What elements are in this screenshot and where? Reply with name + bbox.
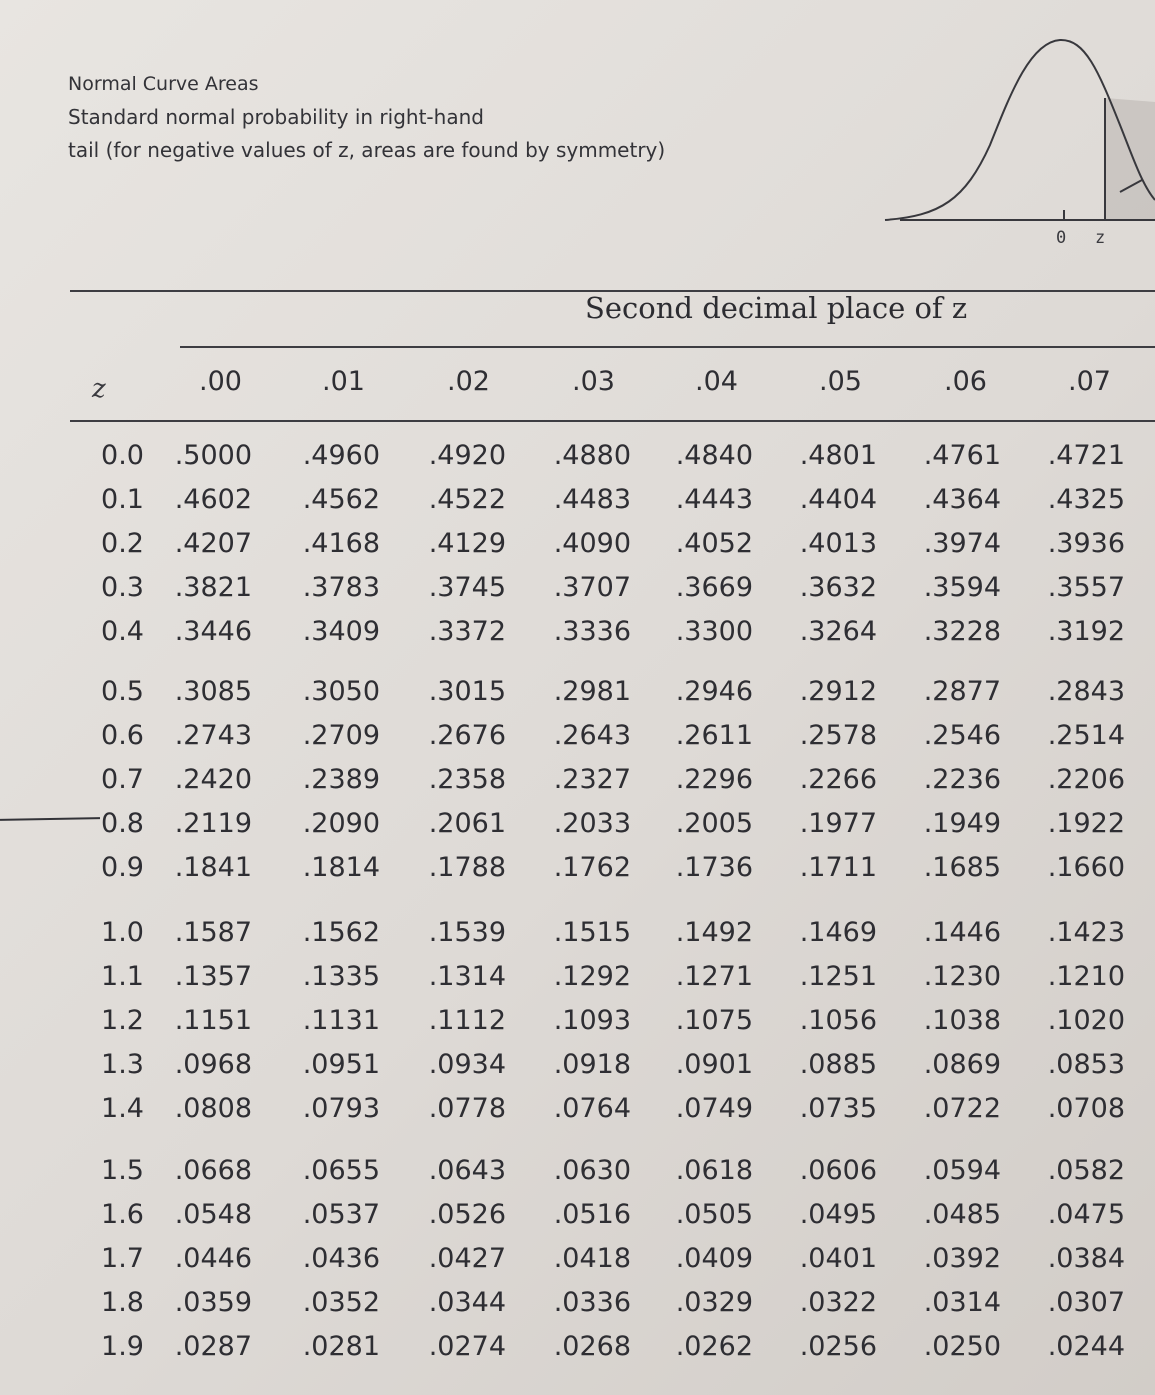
table-cell: .3300 xyxy=(675,616,753,647)
table-cell: .3015 xyxy=(428,676,506,707)
column-header: .06 xyxy=(944,366,987,397)
table-cell: .2119 xyxy=(174,808,252,839)
table-cell: .2912 xyxy=(799,676,877,707)
table-cell: .0618 xyxy=(675,1155,753,1186)
table-cell: .2420 xyxy=(174,764,252,795)
table-cell: .1210 xyxy=(1047,961,1125,992)
normal-curve-figure xyxy=(880,30,1155,260)
table-cell: .0537 xyxy=(302,1199,380,1230)
table-cell: .2005 xyxy=(675,808,753,839)
table-cell: .1075 xyxy=(675,1005,753,1036)
table-cell: .2090 xyxy=(302,808,380,839)
table-cell: .0495 xyxy=(799,1199,877,1230)
caption-title: Normal Curve Areas xyxy=(68,73,259,95)
table-cell: .2676 xyxy=(428,720,506,751)
table-cell: .0268 xyxy=(553,1331,631,1362)
table-cell: .0344 xyxy=(428,1287,506,1318)
table-cell: .0951 xyxy=(302,1049,380,1080)
table-cell: .0244 xyxy=(1047,1331,1125,1362)
table-cell: .2643 xyxy=(553,720,631,751)
table-cell: .3745 xyxy=(428,572,506,603)
table-cell: .0764 xyxy=(553,1093,631,1124)
table-cell: .0643 xyxy=(428,1155,506,1186)
table-cell: .0778 xyxy=(428,1093,506,1124)
table-cell: .0516 xyxy=(553,1199,631,1230)
table-cell: .0250 xyxy=(923,1331,1001,1362)
z-value: 1.3 xyxy=(101,1049,144,1080)
table-cell: .4052 xyxy=(675,528,753,559)
table-cell: .0505 xyxy=(675,1199,753,1230)
table-cell: .4960 xyxy=(302,440,380,471)
table-cell: .0548 xyxy=(174,1199,252,1230)
table-cell: .1314 xyxy=(428,961,506,992)
handwritten-underline xyxy=(0,817,100,821)
z-value: 0.8 xyxy=(101,808,144,839)
z-value: 0.5 xyxy=(101,676,144,707)
z-value: 0.4 xyxy=(101,616,144,647)
table-cell: .1131 xyxy=(302,1005,380,1036)
table-cell: .4168 xyxy=(302,528,380,559)
z-value: 0.3 xyxy=(101,572,144,603)
table-cell: .0582 xyxy=(1047,1155,1125,1186)
z-value: 0.9 xyxy=(101,852,144,883)
table-cell: .4129 xyxy=(428,528,506,559)
table-cell: .4840 xyxy=(675,440,753,471)
table-cell: .0901 xyxy=(675,1049,753,1080)
table-cell: .1112 xyxy=(428,1005,506,1036)
table-cell: .4562 xyxy=(302,484,380,515)
table-cell: .4013 xyxy=(799,528,877,559)
table-cell: .1736 xyxy=(675,852,753,883)
table-cell: .4920 xyxy=(428,440,506,471)
table-cell: .0885 xyxy=(799,1049,877,1080)
table-cell: .3707 xyxy=(553,572,631,603)
table-cell: .4880 xyxy=(553,440,631,471)
table-cell: .4483 xyxy=(553,484,631,515)
table-cell: .1093 xyxy=(553,1005,631,1036)
table-cell: .0314 xyxy=(923,1287,1001,1318)
table-cell: .0401 xyxy=(799,1243,877,1274)
table-cell: .4443 xyxy=(675,484,753,515)
table-cell: .3050 xyxy=(302,676,380,707)
caption xyxy=(68,68,665,167)
table-cell: .0409 xyxy=(675,1243,753,1274)
table-cell: .1814 xyxy=(302,852,380,883)
column-header-rule xyxy=(70,420,1155,422)
table-cell: .1056 xyxy=(799,1005,877,1036)
z-value: 0.1 xyxy=(101,484,144,515)
table-cell: .0352 xyxy=(302,1287,380,1318)
table-cell: .2033 xyxy=(553,808,631,839)
z-value: 1.4 xyxy=(101,1093,144,1124)
table-cell: .1151 xyxy=(174,1005,252,1036)
curve-label-zero: 0 xyxy=(1056,228,1067,248)
table-cell: .1762 xyxy=(553,852,631,883)
table-cell: .0418 xyxy=(553,1243,631,1274)
table-cell: .1977 xyxy=(799,808,877,839)
table-cell: .0384 xyxy=(1047,1243,1125,1274)
table-cell: .0934 xyxy=(428,1049,506,1080)
table-cell: .3783 xyxy=(302,572,380,603)
table-cell: .2743 xyxy=(174,720,252,751)
table-cell: .0256 xyxy=(799,1331,877,1362)
table-cell: .1469 xyxy=(799,917,877,948)
table-cell: .1660 xyxy=(1047,852,1125,883)
table-cell: .1292 xyxy=(553,961,631,992)
table-cell: .3446 xyxy=(174,616,252,647)
table-cell: .2236 xyxy=(923,764,1001,795)
table-cell: .3228 xyxy=(923,616,1001,647)
table-cell: .1335 xyxy=(302,961,380,992)
column-header: .03 xyxy=(572,366,615,397)
normal-curve-icon xyxy=(880,30,1155,260)
table-cell: .3372 xyxy=(428,616,506,647)
table-cell: .2981 xyxy=(553,676,631,707)
table-cell: .5000 xyxy=(174,440,252,471)
column-header: .00 xyxy=(199,366,242,397)
table-cell: .1562 xyxy=(302,917,380,948)
table-cell: .3192 xyxy=(1047,616,1125,647)
table-cell: .1587 xyxy=(174,917,252,948)
table-cell: .1515 xyxy=(553,917,631,948)
z-value: 1.8 xyxy=(101,1287,144,1318)
caption-line-2: Standard normal probability in right-hand xyxy=(68,105,484,129)
table-cell: .4801 xyxy=(799,440,877,471)
table-cell: .4090 xyxy=(553,528,631,559)
table-cell: .0968 xyxy=(174,1049,252,1080)
table-cell: .4522 xyxy=(428,484,506,515)
table-cell: .0427 xyxy=(428,1243,506,1274)
table-cell: .0630 xyxy=(553,1155,631,1186)
right-tail-shade xyxy=(1105,98,1155,220)
table-cell: .0392 xyxy=(923,1243,1001,1274)
table-cell: .0668 xyxy=(174,1155,252,1186)
table-cell: .0446 xyxy=(174,1243,252,1274)
table-cell: .0322 xyxy=(799,1287,877,1318)
z-value: 1.2 xyxy=(101,1005,144,1036)
table-cell: .1788 xyxy=(428,852,506,883)
table-cell: .0594 xyxy=(923,1155,1001,1186)
table-cell: .0307 xyxy=(1047,1287,1125,1318)
table-cell: .2709 xyxy=(302,720,380,751)
table-cell: .0359 xyxy=(174,1287,252,1318)
table-header: Second decimal place of z xyxy=(585,291,968,325)
table-cell: .0274 xyxy=(428,1331,506,1362)
table-cell: .4207 xyxy=(174,528,252,559)
table-cell: .1492 xyxy=(675,917,753,948)
column-header: .04 xyxy=(695,366,738,397)
table-cell: .2206 xyxy=(1047,764,1125,795)
table-cell: .1685 xyxy=(923,852,1001,883)
table-cell: .0808 xyxy=(174,1093,252,1124)
table-cell: .2877 xyxy=(923,676,1001,707)
table-cell: .2327 xyxy=(553,764,631,795)
table-cell: .2389 xyxy=(302,764,380,795)
table-cell: .2296 xyxy=(675,764,753,795)
table-cell: .4325 xyxy=(1047,484,1125,515)
table-cell: .2266 xyxy=(799,764,877,795)
table-cell: .2514 xyxy=(1047,720,1125,751)
table-cell: .1446 xyxy=(923,917,1001,948)
table-cell: .3409 xyxy=(302,616,380,647)
table-cell: .0606 xyxy=(799,1155,877,1186)
z-value: 0.0 xyxy=(101,440,144,471)
table-cell: .4761 xyxy=(923,440,1001,471)
table-cell: .0793 xyxy=(302,1093,380,1124)
z-value: 1.6 xyxy=(101,1199,144,1230)
table-cell: .1038 xyxy=(923,1005,1001,1036)
table-cell: .3669 xyxy=(675,572,753,603)
z-value: 0.2 xyxy=(101,528,144,559)
table-cell: .0918 xyxy=(553,1049,631,1080)
table-cell: .3632 xyxy=(799,572,877,603)
z-value: 1.5 xyxy=(101,1155,144,1186)
table-cell: .1539 xyxy=(428,917,506,948)
table-cell: .4404 xyxy=(799,484,877,515)
table-cell: .3821 xyxy=(174,572,252,603)
column-header: .01 xyxy=(322,366,365,397)
table-cell: .1251 xyxy=(799,961,877,992)
z-value: 0.7 xyxy=(101,764,144,795)
table-cell: .1020 xyxy=(1047,1005,1125,1036)
table-cell: .0853 xyxy=(1047,1049,1125,1080)
table-cell: .1922 xyxy=(1047,808,1125,839)
table-cell: .3264 xyxy=(799,616,877,647)
table-cell: .2358 xyxy=(428,764,506,795)
table-cell: .2546 xyxy=(923,720,1001,751)
z-value: 1.7 xyxy=(101,1243,144,1274)
table-cell: .0869 xyxy=(923,1049,1001,1080)
table-cell: .3336 xyxy=(553,616,631,647)
column-header: .02 xyxy=(447,366,490,397)
table-cell: .1271 xyxy=(675,961,753,992)
table-cell: .0485 xyxy=(923,1199,1001,1230)
table-cell: .1711 xyxy=(799,852,877,883)
table-cell: .0262 xyxy=(675,1331,753,1362)
table-cell: .1423 xyxy=(1047,917,1125,948)
table-cell: .4364 xyxy=(923,484,1001,515)
column-header: .07 xyxy=(1068,366,1111,397)
header-rule xyxy=(180,346,1155,348)
curve-label-z: z xyxy=(1095,228,1106,248)
table-cell: .1357 xyxy=(174,961,252,992)
table-cell: .3936 xyxy=(1047,528,1125,559)
table-cell: .0526 xyxy=(428,1199,506,1230)
table-cell: .1230 xyxy=(923,961,1001,992)
table-cell: .1841 xyxy=(174,852,252,883)
table-cell: .4721 xyxy=(1047,440,1125,471)
table-cell: .0749 xyxy=(675,1093,753,1124)
table-cell: .0281 xyxy=(302,1331,380,1362)
z-value: 1.1 xyxy=(101,961,144,992)
table-cell: .0329 xyxy=(675,1287,753,1318)
table-cell: .1949 xyxy=(923,808,1001,839)
z-value: 0.6 xyxy=(101,720,144,751)
table-cell: .3974 xyxy=(923,528,1001,559)
table-cell: .0655 xyxy=(302,1155,380,1186)
table-cell: .2843 xyxy=(1047,676,1125,707)
table-cell: .0336 xyxy=(553,1287,631,1318)
column-header: .05 xyxy=(819,366,862,397)
z-column-header: z xyxy=(92,374,106,404)
table-cell: .3594 xyxy=(923,572,1001,603)
table-cell: .3085 xyxy=(174,676,252,707)
caption-line-3: tail (for negative values of z, areas are found by symmetry) xyxy=(68,138,666,162)
table-cell: .0287 xyxy=(174,1331,252,1362)
z-value: 1.9 xyxy=(101,1331,144,1362)
table-cell: .4602 xyxy=(174,484,252,515)
table-cell: .2061 xyxy=(428,808,506,839)
table-cell: .0722 xyxy=(923,1093,1001,1124)
table-cell: .2946 xyxy=(675,676,753,707)
table-cell: .0475 xyxy=(1047,1199,1125,1230)
table-cell: .0436 xyxy=(302,1243,380,1274)
table-cell: .3557 xyxy=(1047,572,1125,603)
table-cell: .2611 xyxy=(675,720,753,751)
table-cell: .0708 xyxy=(1047,1093,1125,1124)
z-value: 1.0 xyxy=(101,917,144,948)
table-cell: .0735 xyxy=(799,1093,877,1124)
table-cell: .2578 xyxy=(799,720,877,751)
